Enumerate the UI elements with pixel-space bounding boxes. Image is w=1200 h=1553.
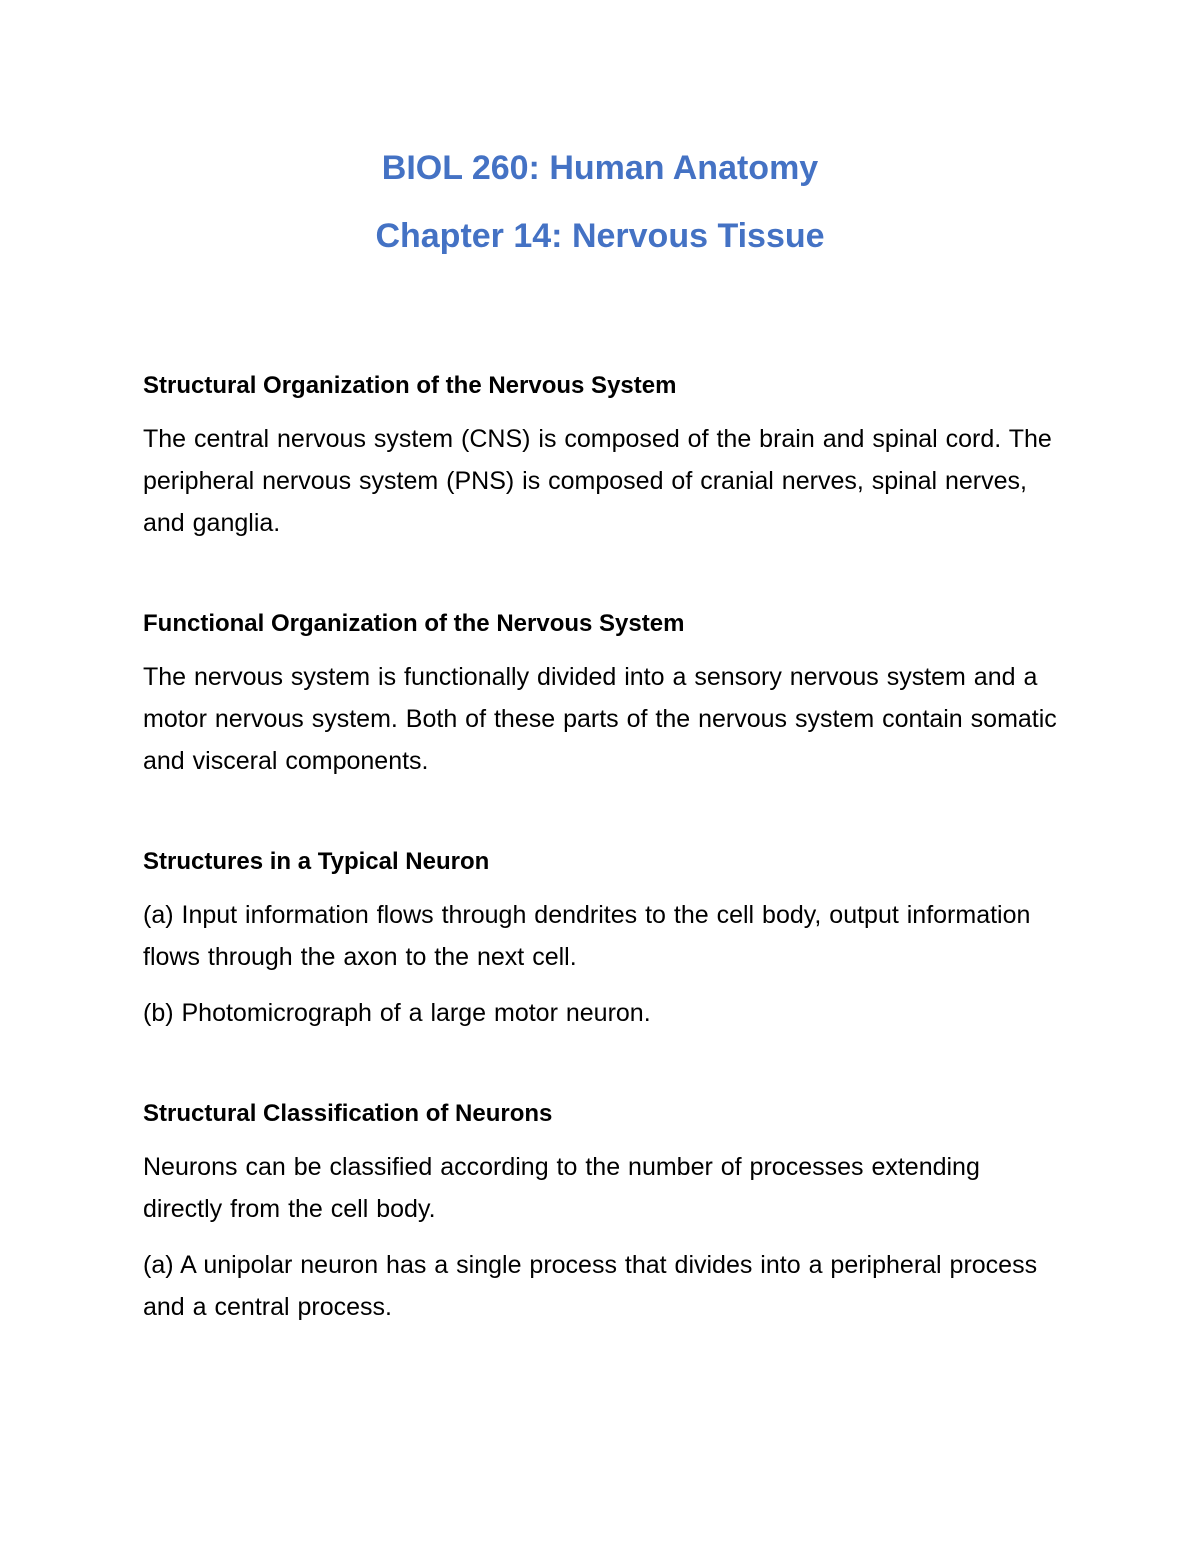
- section-paragraph: The central nervous system (CNS) is composed of the brain and spinal cord. The peripheral nervous system (PNS) is composed of cranial nerves, spinal nerves, and ganglia.: [143, 425, 1052, 537]
- section-structural-classification: [143, 1096, 1063, 1328]
- section-paragraph: Neurons can be classified according to the number of processes extending directly from the cell body.: [143, 1153, 980, 1223]
- section-paragraph: (a) Input information flows through dendrites to the cell body, output information flows through the axon to the next cell.: [143, 901, 1031, 971]
- document-body: [143, 368, 1063, 1342]
- section-functional-organization: [143, 606, 1063, 782]
- section-typical-neuron: [143, 844, 1063, 1034]
- section-paragraph: (b) Photomicrograph of a large motor neuron.: [143, 999, 651, 1027]
- document-title: BIOL 260: Human Anatomy: [381, 149, 819, 187]
- chapter-title: Chapter 14: Nervous Tissue: [375, 217, 825, 255]
- section-paragraph: (a) A unipolar neuron has a single process that divides into a peripheral process and a central process.: [143, 1251, 1038, 1321]
- section-heading: Structures in a Typical Neuron: [143, 848, 490, 875]
- section-heading: Functional Organization of the Nervous System: [143, 610, 685, 637]
- section-paragraph: The nervous system is functionally divided into a sensory nervous system and a motor nervous system. Both of these parts of the nervous system contain somatic and visceral components.: [143, 663, 1057, 775]
- section-structural-organization: [143, 368, 1063, 544]
- section-heading: Structural Organization of the Nervous System: [143, 372, 677, 399]
- section-heading: Structural Classification of Neurons: [143, 1100, 553, 1127]
